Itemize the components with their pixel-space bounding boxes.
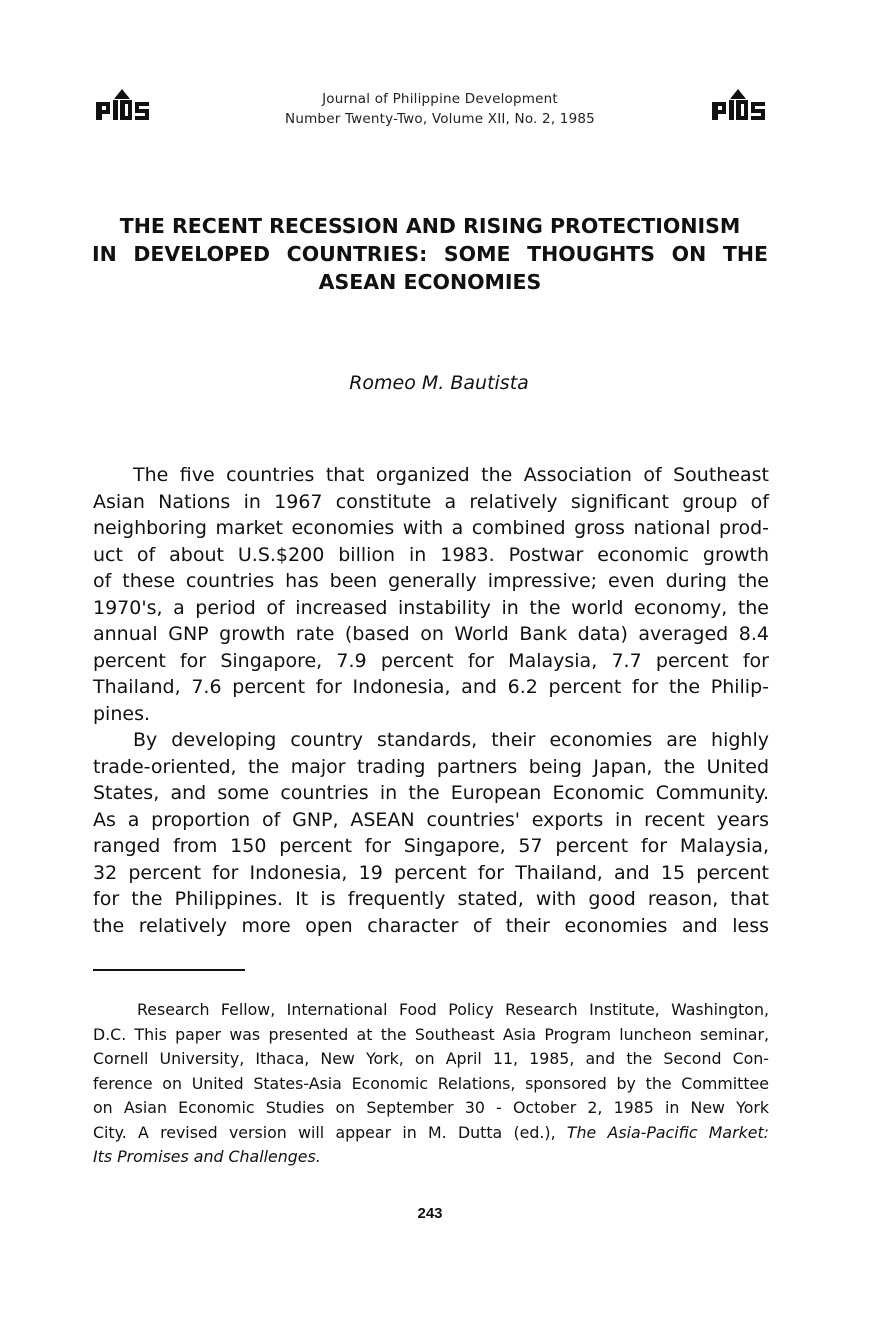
text-line: annual GNP growth rate (based on World Bank data) averaged 8.4 bbox=[93, 623, 769, 645]
author-name: Romeo M. Bautista bbox=[349, 372, 529, 394]
text-line: percent for Singapore, 7.9 percent for Malaysia, 7.7 percent for bbox=[93, 649, 769, 672]
footnote-citation-text: City. A revised version will appear in M. Dutta (ed.), bbox=[93, 1122, 556, 1142]
footnote-line: Research Fellow, International Food Policy Research Institute, Washington, bbox=[137, 1000, 769, 1019]
pids-logo-left bbox=[92, 88, 152, 124]
paragraph-2 bbox=[93, 727, 769, 939]
footnote-line: D.C. This paper was presented at the Southeast Asia Program luncheon seminar, bbox=[93, 1024, 769, 1044]
footnote-divider bbox=[93, 969, 245, 971]
pids-logo-icon bbox=[92, 88, 152, 124]
title-line: THE RECENT RECESSION AND RISING PROTECTIONISM bbox=[119, 214, 741, 238]
text-line: of these countries has been generally impressive; even during the bbox=[93, 570, 769, 592]
text-line: ranged from 150 percent for Singapore, 57 percent for Malaysia, bbox=[93, 835, 769, 857]
text-line: 32 percent for Indonesia, 19 percent for Thailand, and 15 percent bbox=[93, 861, 769, 884]
title-line: ASEAN ECONOMIES bbox=[318, 270, 542, 294]
title-line: IN DEVELOPED COUNTRIES: SOME THOUGHTS ON THE bbox=[92, 242, 768, 266]
footnote-line bbox=[93, 1121, 769, 1146]
text-line: uct of about U.S.$200 billion in 1983. Postwar economic growth bbox=[93, 543, 769, 566]
text-line: for the Philippines. It is frequently stated, with good reason, that bbox=[93, 888, 769, 910]
article-body bbox=[93, 462, 769, 939]
journal-header bbox=[200, 89, 680, 129]
footnote-line: Cornell University, Ithaca, New York, on April 11, 1985, and the Second Con- bbox=[93, 1049, 769, 1068]
text-line: The five countries that organized the Association of Southeast bbox=[133, 464, 769, 486]
text-line: trade-oriented, the major trading partners being Japan, the United bbox=[93, 755, 769, 778]
article-title bbox=[92, 212, 768, 296]
text-line: States, and some countries in the European Economic Community. bbox=[93, 782, 769, 804]
page-number: 243 bbox=[417, 1205, 443, 1222]
text-line: Asian Nations in 1967 constitute a relatively significant group of bbox=[93, 490, 769, 513]
text-line: neighboring market economies with a combined gross national prod- bbox=[93, 517, 769, 539]
book-title: The Asia-Pacific Market: bbox=[566, 1122, 769, 1142]
footnote-line: ference on United States-Asia Economic Relations, sponsored by the Committee bbox=[93, 1073, 769, 1093]
journal-issue: Number Twenty-Two, Volume XII, No. 2, 1985 bbox=[285, 111, 595, 127]
footnote-line: on Asian Economic Studies on September 30 - October 2, 1985 in New York bbox=[93, 1098, 769, 1117]
book-subtitle: Its Promises and Challenges. bbox=[93, 1147, 321, 1166]
footnote bbox=[93, 998, 769, 1170]
paragraph-1 bbox=[93, 462, 769, 727]
text-line: By developing country standards, their economies are highly bbox=[133, 729, 769, 751]
journal-name: Journal of Philippine Development bbox=[322, 91, 558, 107]
pids-logo-icon bbox=[708, 88, 768, 124]
text-line: pines. bbox=[93, 702, 151, 725]
text-line: 1970's, a period of increased instability in the world economy, the bbox=[93, 596, 769, 619]
text-line: As a proportion of GNP, ASEAN countries' exports in recent years bbox=[93, 808, 769, 831]
text-line: the relatively more open character of their economies and less bbox=[93, 914, 769, 937]
text-line: Thailand, 7.6 percent for Indonesia, and 6.2 percent for the Philip- bbox=[93, 676, 769, 698]
pids-logo-right bbox=[708, 88, 768, 124]
